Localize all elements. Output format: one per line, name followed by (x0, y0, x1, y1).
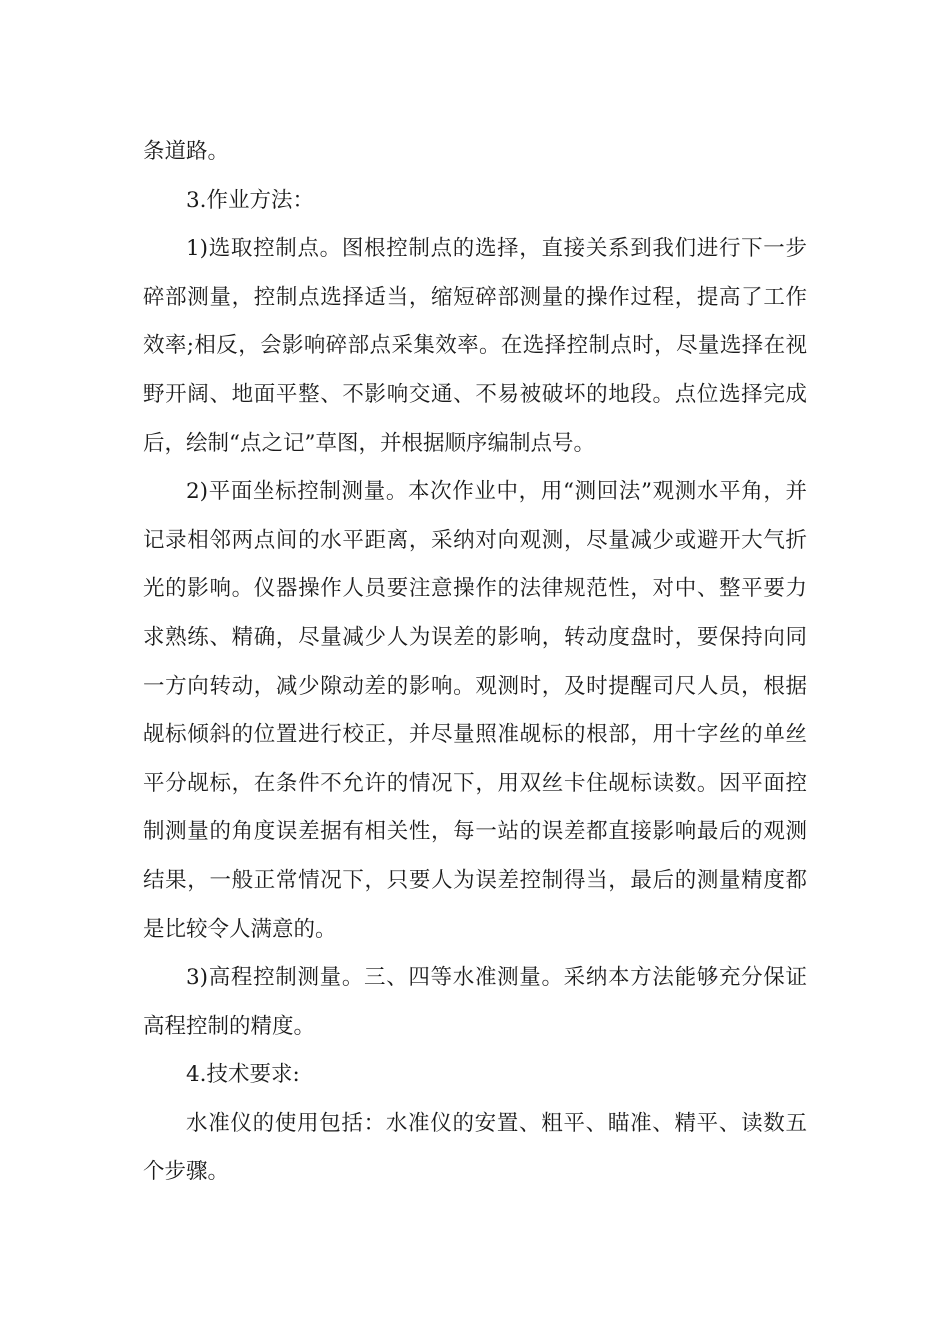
paragraph-road-continuation: 条道路。 (143, 139, 230, 164)
paragraph-elevation-control-survey: 3)高程控制测量。三、四等水准测量。采纳本方法能够充分保证高程控制的精度。 (143, 965, 807, 1039)
paragraph-level-usage: 水准仪的使用包括：水准仪的安置、粗平、瞄准、精平、读数五个步骤。 (143, 1110, 807, 1185)
document-body (143, 128, 807, 1197)
heading-work-method: 3.作业方法： (186, 187, 315, 213)
paragraph-select-control-points: 1)选取控制点。图根控制点的选择，直接关系到我们进行下一步碎部测量，控制点选择适当，缩短碎部测量的操作过程，提高了工作效率;相反，会影响碎部点采集效率。在选择控制点时，尽量选择在视野开阔、地面平整、不影响交通、不易被破坏的地段。点位选择完成后，绘制“点之记”草图，并根据顺序编制点号。 (143, 236, 807, 456)
heading-technical-requirements: 4.技术要求: (186, 1062, 300, 1088)
paragraph-plane-control-survey: 2)平面坐标控制测量。本次作业中，用“测回法”观测水平角，并记录相邻两点间的水平距离，采纳对向观测，尽量减少或避开大气折光的影响。仪器操作人员要注意操作的法律规范性，对中、整平要力求熟练、精确，尽量减少人为误差的影响，转动度盘时，要保持向同一方向转动，减少隙动差的影响。观测时，及时提醒司尺人员，根据觇标倾斜的位置进行校正，并尽量照准觇标的根部，用十字丝的单丝平分觇标，在条件不允许的情况下，用双丝卡住觇标读数。因平面控制测量的角度误差据有相关性，每一站的误差都直接影响最后的观测结果，一般正常情况下，只要人为误差控制得当，最后的测量精度都是比较令人满意的。 (143, 479, 807, 942)
